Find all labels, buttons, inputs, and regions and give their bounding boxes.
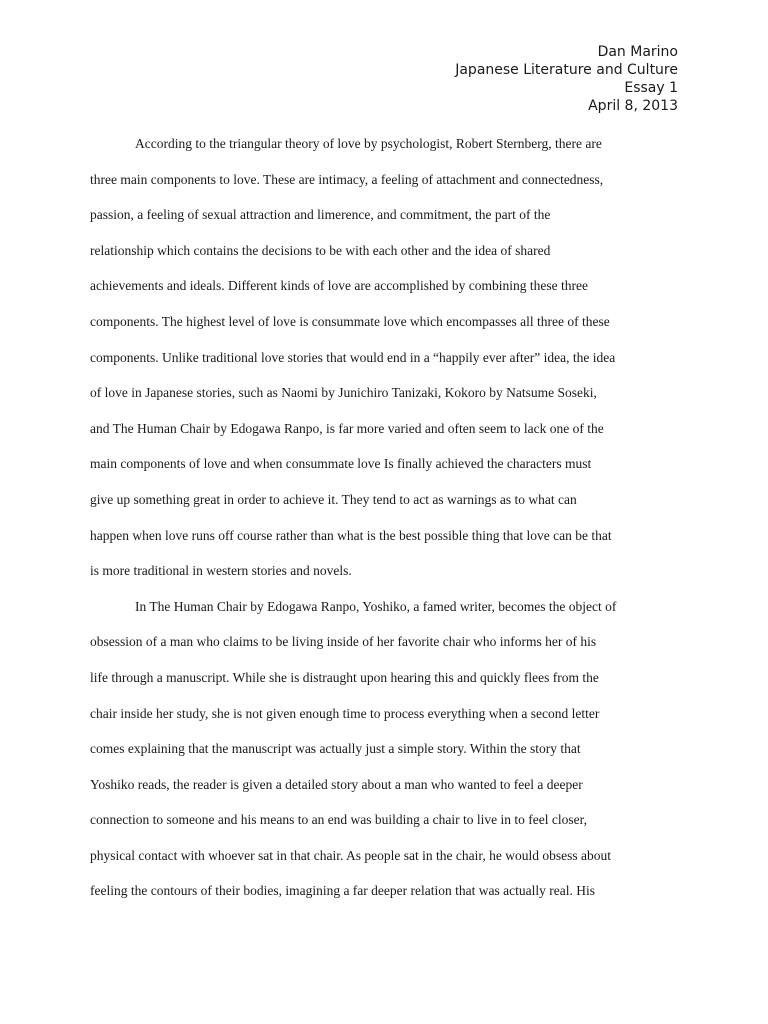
assignment-title: Essay 1 bbox=[624, 80, 678, 96]
author-name: Dan Marino bbox=[597, 44, 678, 60]
paragraph-1-line: achievements and ideals. Different kinds of love are accomplished by combining these three bbox=[90, 278, 588, 294]
paragraph-1-line: three main components to love. These are intimacy, a feeling of attachment and connectedness, bbox=[90, 171, 604, 187]
paragraph-2-line: In The Human Chair by Edogawa Ranpo, Yoshiko, a famed writer, becomes the object of bbox=[135, 598, 617, 614]
paragraph-1-line: components. The highest level of love is consummate love which encompasses all three of these bbox=[90, 313, 610, 329]
paragraph-2-line: life through a manuscript. While she is distraught upon hearing this and quickly flees from the bbox=[90, 669, 599, 685]
paragraph-1-line: of love in Japanese stories, such as Naomi by Junichiro Tanizaki, Kokoro by Natsume Soseki, bbox=[90, 385, 597, 401]
paragraph-2-line: physical contact with whoever sat in that chair. As people sat in the chair, he would obsess about bbox=[90, 847, 611, 863]
paragraph-2-line: feeling the contours of their bodies, imagining a far deeper relation that was actually real. His bbox=[90, 883, 595, 899]
paragraph-1-line: give up something great in order to achieve it. They tend to act as warnings as to what can bbox=[90, 491, 577, 507]
essay-header bbox=[455, 43, 678, 115]
paragraph-1-line: passion, a feeling of sexual attraction and limerence, and commitment, the part of the bbox=[90, 207, 551, 223]
paragraph-2-line: obsession of a man who claims to be living inside of her favorite chair who informs her of his bbox=[90, 634, 597, 650]
essay-body bbox=[90, 126, 675, 909]
paragraph-1-line: According to the triangular theory of love by psychologist, Robert Sternberg, there are bbox=[135, 136, 602, 151]
paragraph-1-line: happen when love runs off course rather than what is the best possible thing that love can be that bbox=[90, 527, 612, 543]
paragraph-1-line: main components of love and when consummate love Is finally achieved the characters must bbox=[90, 456, 592, 472]
paragraph-1-line: components. Unlike traditional love stories that would end in a “happily ever after” idea, the idea bbox=[90, 349, 616, 365]
course-name: Japanese Literature and Culture bbox=[455, 62, 678, 78]
paragraph-1-line: and The Human Chair by Edogawa Ranpo, is far more varied and often seem to lack one of the bbox=[90, 420, 604, 436]
paragraph-1-line: is more traditional in western stories and novels. bbox=[90, 563, 352, 579]
paragraph-2-line: comes explaining that the manuscript was actually just a simple story. Within the story that bbox=[90, 741, 581, 757]
paragraph-2-line: Yoshiko reads, the reader is given a detailed story about a man who wanted to feel a deeper bbox=[90, 776, 583, 792]
paragraph-2-line: chair inside her study, she is not given enough time to process everything when a second letter bbox=[90, 705, 600, 721]
paragraph-1-line: relationship which contains the decisions to be with each other and the idea of shared bbox=[90, 242, 551, 258]
paragraph-2-line: connection to someone and his means to an end was building a chair to live in to feel closer, bbox=[90, 812, 587, 828]
essay-date: April 8, 2013 bbox=[588, 98, 678, 114]
